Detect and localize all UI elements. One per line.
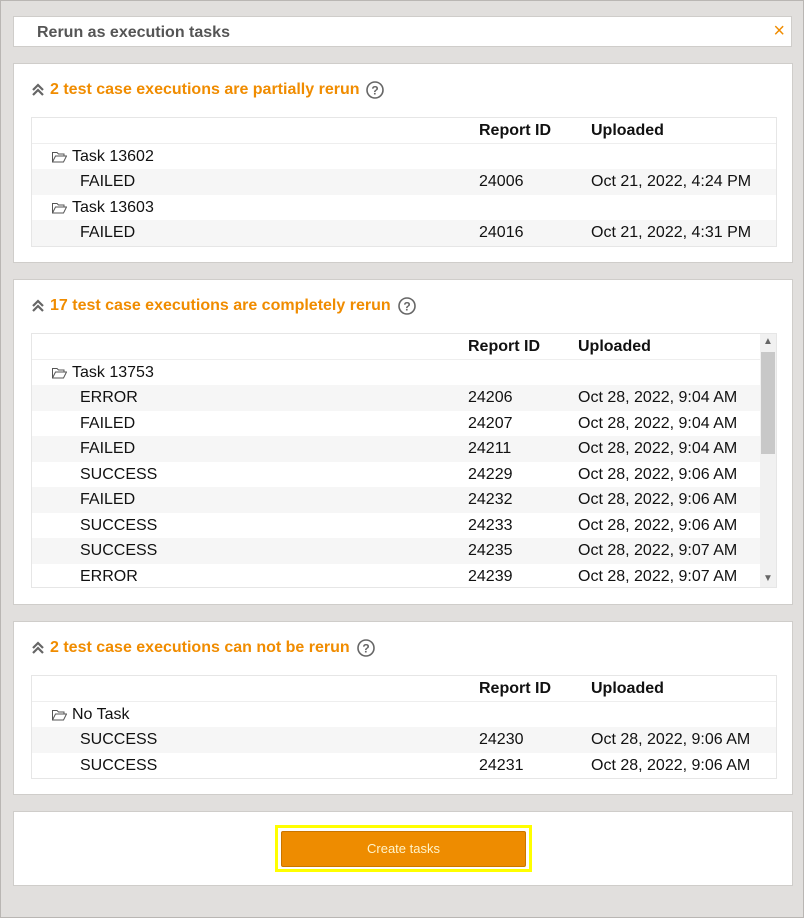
- svg-text:?: ?: [402, 299, 411, 314]
- execution-status: FAILED: [80, 173, 136, 190]
- task-row[interactable]: [32, 702, 776, 728]
- report-id: 24211: [468, 440, 512, 457]
- table-row[interactable]: [32, 436, 761, 462]
- execution-status: SUCCESS: [80, 756, 158, 774]
- table-row[interactable]: [32, 169, 776, 195]
- svg-text:?: ?: [362, 641, 370, 656]
- create-tasks-button[interactable]: Create tasks: [281, 831, 526, 867]
- dialog-title: Rerun as execution tasks: [37, 24, 230, 41]
- uploaded-date: Oct 28, 2022, 9:07 AM: [578, 567, 738, 585]
- table-row[interactable]: [32, 753, 776, 779]
- task-row[interactable]: [32, 195, 776, 221]
- scroll-up-icon[interactable]: ▲: [763, 336, 773, 347]
- results-table: [31, 117, 777, 247]
- task-name: Task 13602: [72, 147, 154, 165]
- column-report-id[interactable]: Report ID: [479, 122, 551, 139]
- open-folder-icon: [52, 202, 67, 214]
- open-folder-icon: [52, 709, 67, 721]
- open-folder-icon: [52, 151, 67, 163]
- report-id: 24235: [468, 542, 513, 559]
- execution-status: FAILED: [80, 224, 136, 241]
- uploaded-date: Oct 28, 2022, 9:04 AM: [578, 440, 738, 457]
- report-id: 24006: [479, 173, 524, 190]
- dialog-header: [13, 16, 792, 47]
- table-row[interactable]: [32, 564, 761, 589]
- task-name: Task 13603: [72, 198, 154, 216]
- execution-status: SUCCESS: [80, 516, 158, 534]
- task-row[interactable]: [32, 360, 761, 386]
- uploaded-date: Oct 21, 2022, 4:24 PM: [591, 173, 752, 190]
- focus-outline: [275, 825, 532, 872]
- execution-status: ERROR: [80, 567, 138, 585]
- report-id: 24239: [468, 567, 513, 585]
- section-cannot-rerun: [13, 621, 793, 795]
- dialog-footer: [13, 811, 793, 886]
- report-id: 24231: [479, 756, 524, 774]
- uploaded-date: Oct 28, 2022, 9:04 AM: [578, 389, 738, 406]
- double-chevron-up-icon[interactable]: [31, 299, 45, 313]
- report-id: 24230: [479, 731, 524, 748]
- table-row[interactable]: [32, 538, 761, 564]
- uploaded-date: Oct 28, 2022, 9:06 AM: [578, 465, 738, 483]
- uploaded-date: Oct 28, 2022, 9:04 AM: [578, 414, 738, 432]
- section-title: 2 test case executions are partially rerun: [50, 81, 360, 98]
- section-title: 17 test case executions are completely rerun: [50, 297, 391, 314]
- scroll-thumb[interactable]: [761, 352, 775, 454]
- double-chevron-up-icon[interactable]: [31, 641, 45, 655]
- uploaded-date: Oct 28, 2022, 9:07 AM: [578, 542, 738, 559]
- section-completely-rerun: [13, 279, 793, 605]
- uploaded-date: Oct 28, 2022, 9:06 AM: [591, 731, 751, 748]
- column-uploaded[interactable]: Uploaded: [578, 338, 651, 355]
- report-id: 24207: [468, 414, 513, 432]
- scroll-down-icon[interactable]: ▼: [763, 573, 773, 584]
- question-circle-icon[interactable]: [357, 639, 375, 657]
- execution-status: FAILED: [80, 414, 136, 432]
- execution-status: SUCCESS: [80, 731, 158, 748]
- column-uploaded[interactable]: Uploaded: [591, 122, 664, 139]
- uploaded-date: Oct 28, 2022, 9:06 AM: [591, 756, 751, 774]
- column-report-id[interactable]: Report ID: [468, 338, 540, 355]
- table-row[interactable]: [32, 385, 761, 411]
- table-row[interactable]: [32, 411, 761, 437]
- question-circle-icon[interactable]: [366, 81, 384, 99]
- section-header[interactable]: [31, 81, 384, 99]
- section-partially-rerun: [13, 63, 793, 263]
- column-report-id[interactable]: Report ID: [479, 680, 551, 697]
- table-header: [32, 334, 761, 360]
- report-id: 24232: [468, 491, 513, 508]
- table-row[interactable]: [32, 487, 761, 513]
- table-header: [32, 676, 776, 702]
- report-id: 24229: [468, 465, 513, 483]
- open-folder-icon: [52, 367, 67, 379]
- close-icon[interactable]: ×: [773, 20, 785, 42]
- table-row[interactable]: [32, 462, 761, 488]
- section-header[interactable]: [31, 639, 375, 657]
- section-header[interactable]: [31, 297, 416, 315]
- execution-status: ERROR: [80, 389, 138, 406]
- uploaded-date: Oct 28, 2022, 9:06 AM: [578, 491, 738, 508]
- uploaded-date: Oct 21, 2022, 4:31 PM: [591, 224, 752, 241]
- results-table: [31, 675, 777, 779]
- task-name: Task 13753: [72, 363, 154, 381]
- table-row[interactable]: [32, 513, 761, 539]
- task-name: No Task: [72, 705, 130, 723]
- table-header: [32, 118, 776, 144]
- execution-status: FAILED: [80, 440, 136, 457]
- double-chevron-up-icon[interactable]: [31, 83, 45, 97]
- execution-status: FAILED: [80, 491, 136, 508]
- report-id: 24206: [468, 389, 513, 406]
- results-table: [31, 333, 777, 588]
- section-title: 2 test case executions can not be rerun: [50, 639, 350, 656]
- task-row[interactable]: [32, 144, 776, 170]
- table-scrollbar[interactable]: [760, 334, 776, 587]
- uploaded-date: Oct 28, 2022, 9:06 AM: [578, 516, 738, 534]
- table-row[interactable]: [32, 727, 776, 753]
- question-circle-icon[interactable]: [398, 297, 416, 315]
- table-row[interactable]: [32, 220, 776, 246]
- report-id: 24233: [468, 516, 513, 534]
- svg-text:?: ?: [371, 83, 380, 98]
- execution-status: SUCCESS: [80, 465, 158, 483]
- report-id: 24016: [479, 224, 524, 241]
- column-uploaded[interactable]: Uploaded: [591, 680, 664, 697]
- execution-status: SUCCESS: [80, 542, 158, 559]
